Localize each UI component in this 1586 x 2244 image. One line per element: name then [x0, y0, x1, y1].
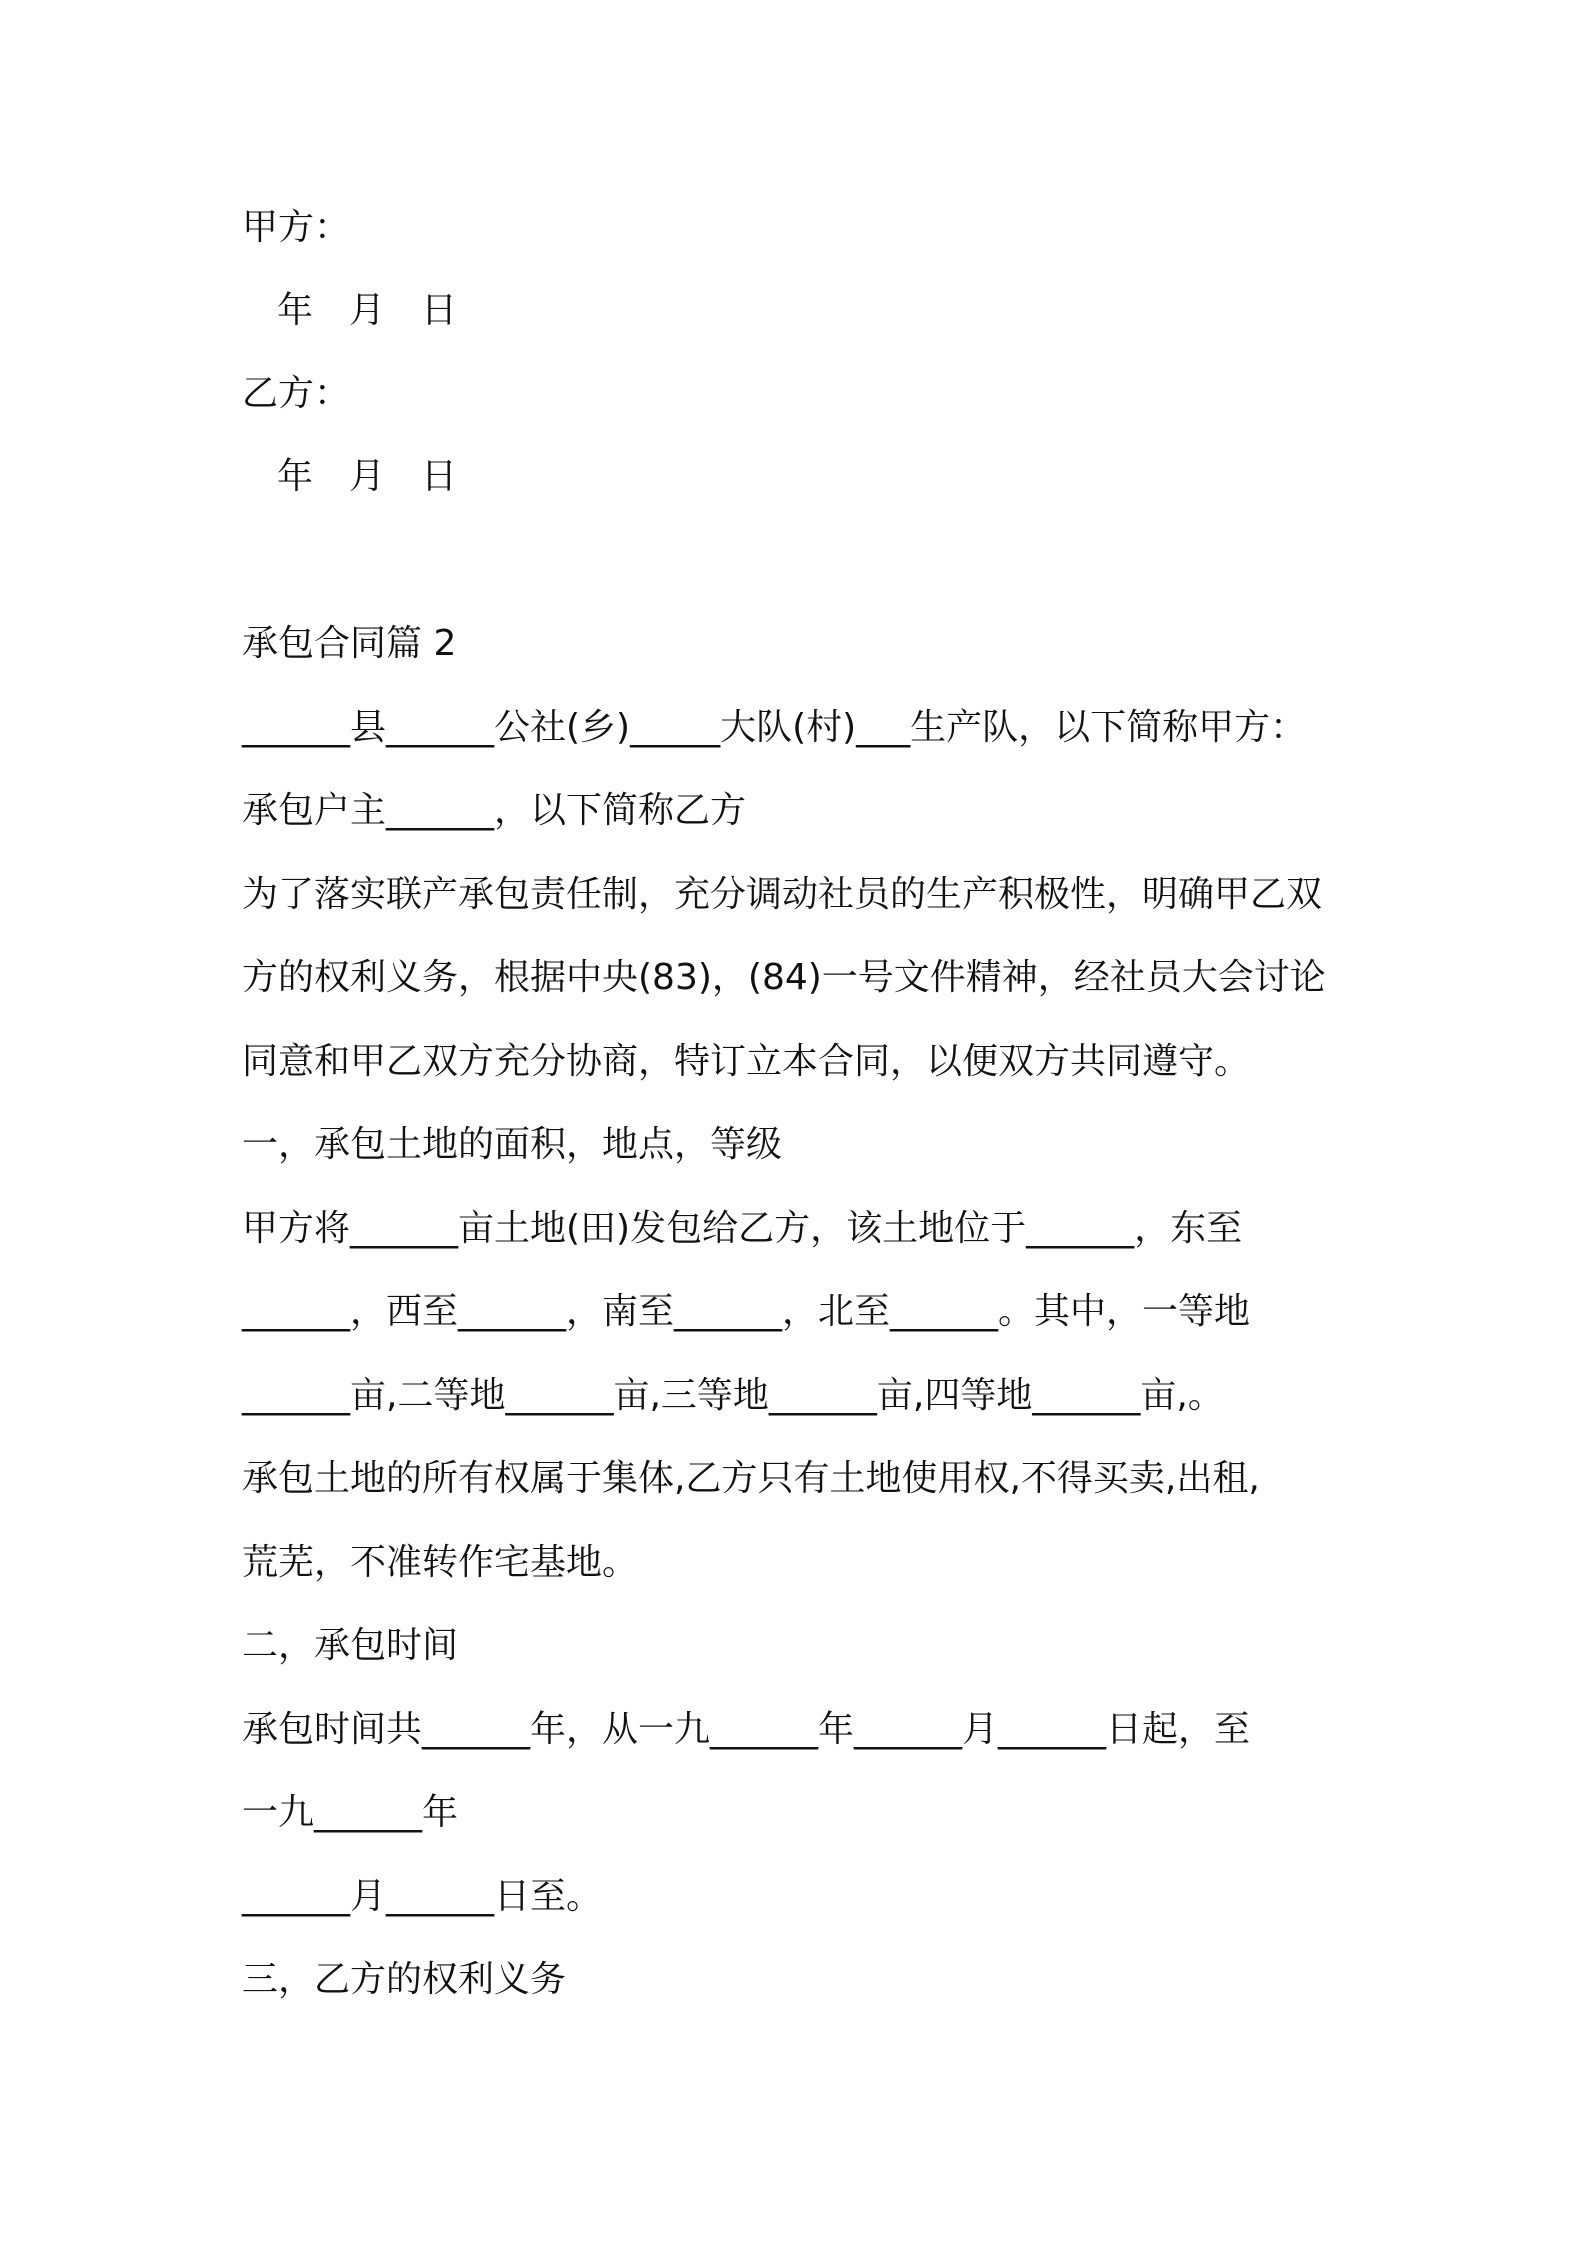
party-b-signature-label: 乙方：	[242, 373, 351, 414]
land-area-line-1: 甲方将______亩土地(田)发包给乙方，该土地位于______，东至	[242, 1208, 1243, 1249]
land-grade-line: ______亩,二等地______亩,三等地______亩,四等地______亩,。	[242, 1375, 1224, 1416]
party-b-definition-line: 承包户主______，以下简称乙方	[242, 790, 747, 831]
ownership-line-1: 承包土地的所有权属于集体,乙方只有土地使用权,不得买卖,出租,	[242, 1458, 1260, 1499]
contract-section-title: 承包合同篇 2	[242, 623, 457, 664]
party-a-date-line: 年 月 日	[277, 290, 458, 331]
party-a-signature-label: 甲方：	[242, 207, 351, 248]
land-area-line-2: ______，西至______，南至______，北至______。其中，一等地	[242, 1291, 1251, 1332]
preamble-line-1: 为了落实联产承包责任制，充分调动社员的生产积极性，明确甲乙双	[242, 874, 1323, 915]
ownership-line-2: 荒芜，不准转作宅基地。	[242, 1542, 639, 1583]
section-two-heading: 二，承包时间	[242, 1625, 459, 1666]
section-three-heading: 三，乙方的权利义务	[242, 1959, 567, 2000]
party-b-date-line: 年 月 日	[277, 456, 458, 497]
preamble-line-2: 方的权利义务，根据中央(83)，(84)一号文件精神，经社员大会讨论	[242, 957, 1326, 998]
contract-period-line-1: 承包时间共______年，从一九______年______月______日起，至	[242, 1709, 1251, 1750]
section-one-heading: 一，承包土地的面积，地点，等级	[242, 1124, 783, 1165]
contract-period-line-3: ______月______日至。	[242, 1876, 603, 1917]
contract-period-line-2: 一九______年	[242, 1792, 459, 1833]
preamble-line-3: 同意和甲乙双方充分协商，特订立本合同，以便双方共同遵守。	[242, 1041, 1251, 1082]
party-a-definition-line: ______县______公社(乡)_____大队(村)___生产队，以下简称甲方：	[242, 707, 1307, 748]
